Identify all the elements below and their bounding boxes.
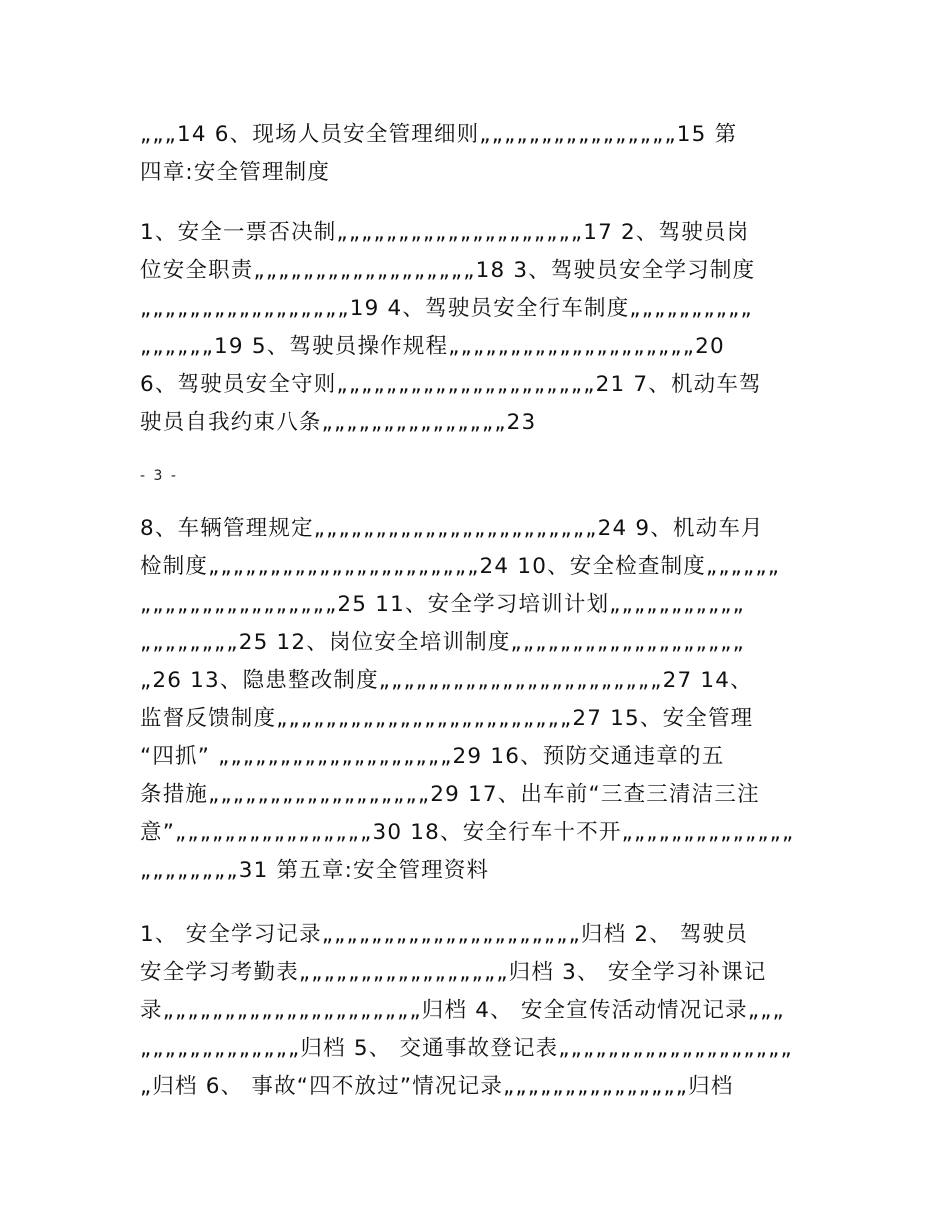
toc-line: 驶员自我约束八条„„„„„„„„„„„„„„„23	[140, 410, 537, 435]
toc-line: „26 13、隐患整改制度„„„„„„„„„„„„„„„„„„„„„„„27 14、	[140, 668, 753, 693]
toc-line: 1、安全一票否决制„„„„„„„„„„„„„„„„„„„„17 2、驾驶员岗	[140, 220, 750, 245]
toc-line: 录„„„„„„„„„„„„„„„„„„„„„归档 4、 安全宣传活动情况记录„„„	[140, 998, 785, 1023]
toc-line: 意”„„„„„„„„„„„„„„„„30 18、安全行车十不开„„„„„„„„„„„„„„	[140, 820, 795, 845]
toc-paragraph-1	[140, 116, 820, 192]
toc-line: 6、驾驶员安全守则„„„„„„„„„„„„„„„„„„„„„21 7、机动车驾	[140, 372, 762, 397]
toc-line: „„„„„„„„31 第五章:安全管理资料	[140, 858, 490, 883]
toc-line: 检制度„„„„„„„„„„„„„„„„„„„„„„24 10、安全检查制度„„„„„„	[140, 554, 781, 579]
toc-line: „„„„„„19 5、驾驶员操作规程„„„„„„„„„„„„„„„„„„„„20	[140, 334, 725, 359]
toc-line: „„„„„„„„25 12、岗位安全培训制度„„„„„„„„„„„„„„„„„„„	[140, 630, 745, 655]
toc-paragraph-4	[140, 916, 820, 1106]
toc-line: 8、车辆管理规定„„„„„„„„„„„„„„„„„„„„„„„24 9、机动车月	[140, 516, 764, 541]
toc-line: 条措施„„„„„„„„„„„„„„„„„„29 17、出车前“三查三清洁三注	[140, 782, 760, 807]
toc-paragraph-2	[140, 214, 820, 442]
toc-line: 1、 安全学习记录„„„„„„„„„„„„„„„„„„„„„归档 2、 驾驶员	[140, 922, 749, 947]
page-number: - 3 -	[140, 468, 178, 484]
toc-line: 位安全职责„„„„„„„„„„„„„„„„„„18 3、驾驶员安全学习制度	[140, 258, 756, 283]
toc-line: „„„„„„„„„„„„„„„„„19 4、驾驶员安全行车制度„„„„„„„„„„	[140, 296, 753, 321]
toc-line: 监督反馈制度„„„„„„„„„„„„„„„„„„„„„„„„27 15、安全管理	[140, 706, 754, 731]
toc-line: “四抓” „„„„„„„„„„„„„„„„„„„29 16、预防交通违章的五	[140, 744, 725, 769]
toc-line: 四章:安全管理制度	[140, 160, 331, 185]
toc-line: 安全学习考勤表„„„„„„„„„„„„„„„„„归档 3、 安全学习补课记	[140, 960, 767, 985]
toc-line: „„„14 6、现场人员安全管理细则„„„„„„„„„„„„„„„„15 第	[140, 122, 738, 147]
toc-paragraph-3	[140, 510, 820, 890]
toc-line: „„„„„„„„„„„„„„„„25 11、安全学习培训计划„„„„„„„„„„„	[140, 592, 745, 617]
toc-line: „„„„„„„„„„„„„归档 5、 交通事故登记表„„„„„„„„„„„„„„„„„„„	[140, 1036, 793, 1061]
toc-line: „归档 6、 事故“四不放过”情况记录„„„„„„„„„„„„„„„归档	[140, 1074, 734, 1099]
